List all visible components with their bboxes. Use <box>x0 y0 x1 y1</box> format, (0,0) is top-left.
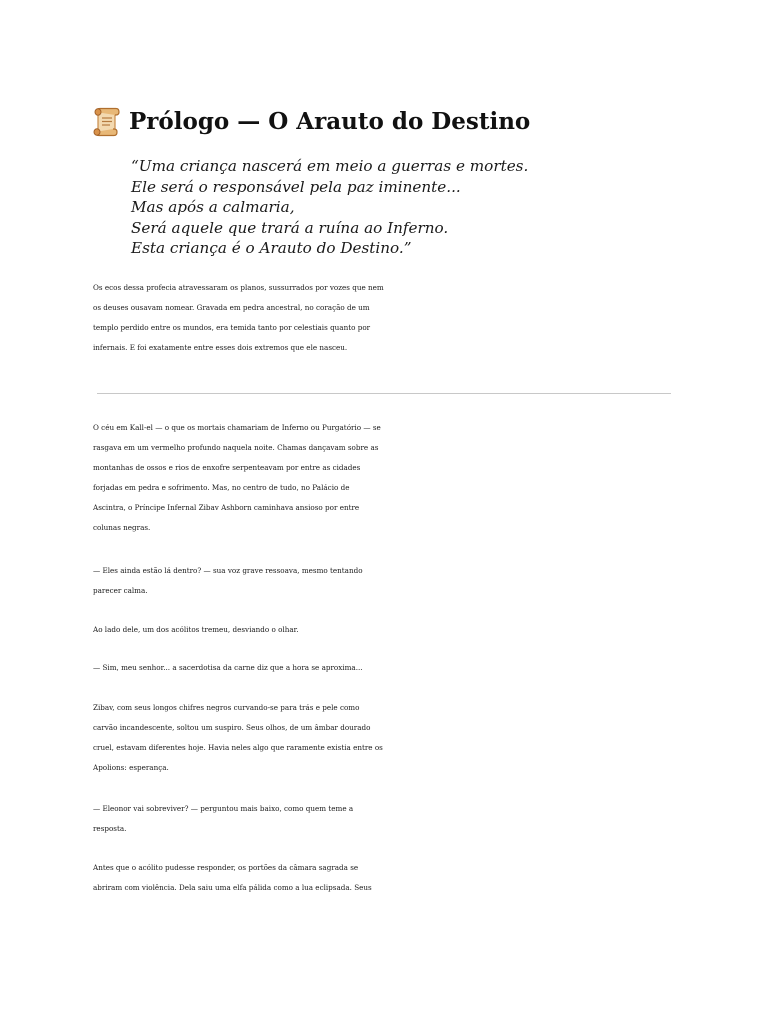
paragraph-line: Ao lado dele, um dos acólitos tremeu, desviando o olhar. <box>93 625 299 634</box>
paragraph <box>93 418 683 538</box>
poem-line: Esta criança é o Arauto do Destino.” <box>131 239 412 257</box>
paragraph-line: rasgava em um vermelho profundo naquela noite. Chamas dançavam sobre as <box>93 443 379 452</box>
scroll-icon <box>93 107 121 137</box>
chapter-title-text: Prólogo — O Arauto do Destino <box>129 108 531 135</box>
chapter-title <box>93 104 530 140</box>
paragraph-line: forjadas em pedra e sofrimento. Mas, no centro de tudo, no Palácio de <box>93 483 350 492</box>
paragraph-line: parecer calma. <box>93 586 148 595</box>
paragraph-line: Ascintra, o Príncipe Infernal Zibav Ashborn caminhava ansioso por entre <box>93 503 360 512</box>
prophecy-poem <box>131 156 528 259</box>
paragraph <box>93 658 683 678</box>
paragraph <box>93 858 683 898</box>
paragraph <box>93 278 683 358</box>
paragraph-line: montanhas de ossos e rios de enxofre serpenteavam por entre as cidades <box>93 463 361 472</box>
paragraph-line: Zibav, com seus longos chifres negros curvando-se para trás e pele como <box>93 703 360 712</box>
paragraph <box>93 561 683 601</box>
paragraph-line: infernais. E foi exatamente entre esses dois extremos que ele nasceu. <box>93 343 348 352</box>
paragraph-line: — Eleonor vai sobreviver? — perguntou mais baixo, como quem teme a <box>93 804 354 813</box>
paragraph-line: Os ecos dessa profecia atravessaram os planos, sussurrados por vozes que nem <box>93 283 384 292</box>
paragraph <box>93 620 683 640</box>
paragraph <box>93 698 683 778</box>
paragraph-line: cruel, estavam diferentes hoje. Havia neles algo que raramente existia entre os <box>93 743 383 752</box>
section-divider <box>97 393 671 394</box>
paragraph-line: — Sim, meu senhor... a sacerdotisa da carne diz que a hora se aproxima... <box>93 663 363 672</box>
poem-line: Será aquele que trará a ruína ao Inferno. <box>131 218 449 237</box>
paragraph-line: colunas negras. <box>93 523 151 532</box>
paragraph-line: templo perdido entre os mundos, era temida tanto por celestiais quanto por <box>93 323 371 332</box>
paragraph-line: Antes que o acólito pudesse responder, os portões da câmara sagrada se <box>93 863 359 872</box>
paragraph-line: — Eles ainda estão lá dentro? — sua voz grave ressoava, mesmo tentando <box>93 566 363 575</box>
paragraph-line: O céu em Kall-el — o que os mortais chamariam de Inferno ou Purgatório — se <box>93 423 381 432</box>
paragraph-line: Apolions: esperança. <box>93 763 169 772</box>
paragraph-line: os deuses ousavam nomear. Gravada em pedra ancestral, no coração de um <box>93 303 370 312</box>
paragraph-line: resposta. <box>93 824 127 833</box>
poem-line: “Uma criança nascerá em meio a guerras e mortes. <box>131 157 529 175</box>
poem-line: Mas após a calmaria, <box>131 198 295 216</box>
paragraph <box>93 799 683 839</box>
poem-line: Ele será o responsável pela paz iminente... <box>131 177 461 196</box>
paragraph-line: abriram com violência. Dela saiu uma elfa pálida como a lua eclipsada. Seus <box>93 883 372 892</box>
paragraph-line: carvão incandescente, soltou um suspiro. Seus olhos, de um âmbar dourado <box>93 723 371 732</box>
